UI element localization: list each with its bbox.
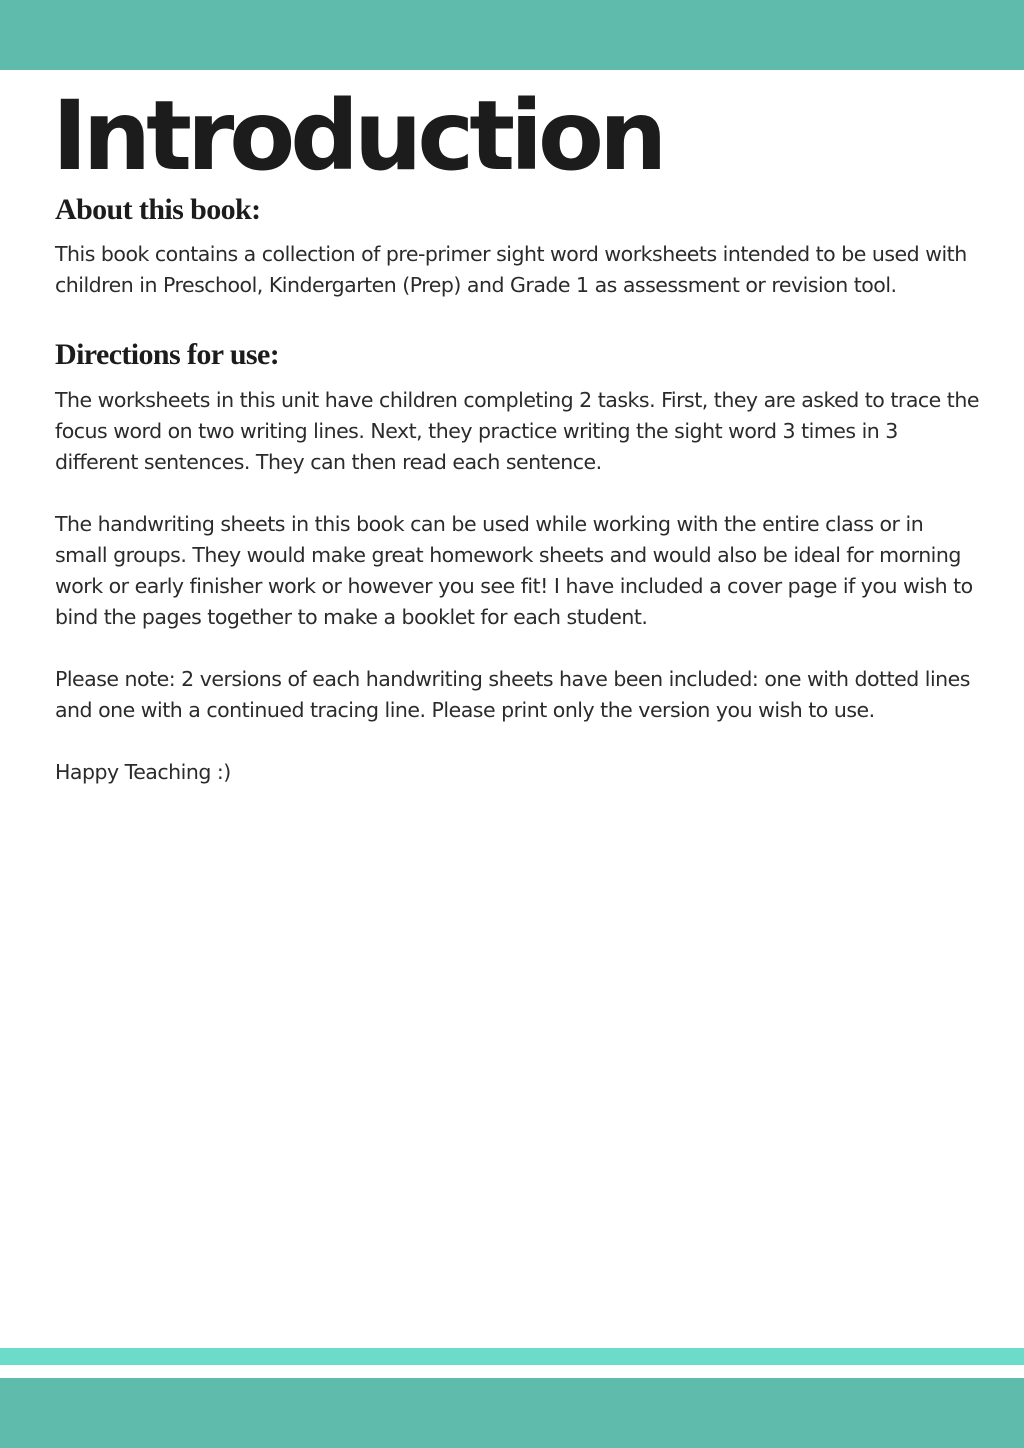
closing-line: Happy Teaching :): [55, 760, 231, 784]
footer-band: [0, 1378, 1024, 1448]
footer-stripe: [0, 1348, 1024, 1365]
about-heading: About this book:: [55, 193, 261, 226]
page-title: Introduction: [52, 80, 663, 192]
directions-paragraph-usage: The handwriting sheets in this book can be used while working with the entire class or in small groups. They would make great homework sheets and would also be ideal for morning work or early finisher work or however you see fit! I have included a cover page if you wish to bind the pages together to make a booklet for each student.: [55, 512, 973, 629]
header-band: [0, 0, 1024, 70]
about-paragraph: This book contains a collection of pre-primer sight word worksheets intended to be used with children in Preschool, Kindergarten (Prep) and Grade 1 as assessment or revision tool.: [55, 242, 967, 297]
directions-note: Please note: 2 versions of each handwriting sheets have been included: one with dotted lines and one with a continued tracing line. Please print only the version you wish to use.: [55, 667, 970, 722]
directions-paragraph-tasks: The worksheets in this unit have children completing 2 tasks. First, they are asked to trace the focus word on two writing lines. Next, they practice writing the sight word 3 times in 3 different sentences. They can then read each sentence.: [55, 388, 979, 474]
directions-heading: Directions for use:: [55, 338, 280, 371]
